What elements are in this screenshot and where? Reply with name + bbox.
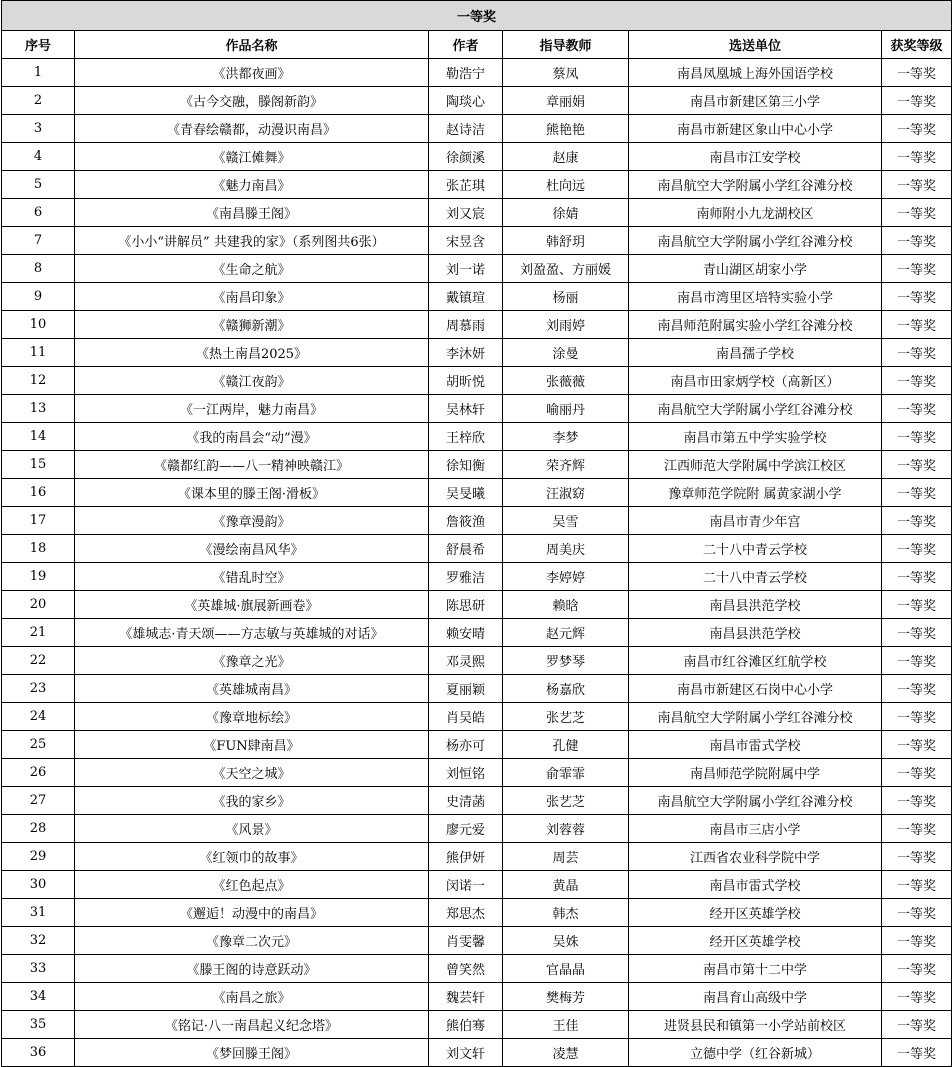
cell-index: 12: [2, 367, 75, 395]
cell-work-title: 《铭记·八一南昌起义纪念塔》: [75, 1011, 429, 1039]
table-row: [2, 59, 952, 87]
cell-teacher: 刘雨婷: [503, 311, 629, 339]
table-row: [2, 535, 952, 563]
cell-award-level: 一等奖: [882, 955, 952, 983]
table-row: [2, 283, 952, 311]
cell-index: 19: [2, 563, 75, 591]
cell-award-level: 一等奖: [882, 591, 952, 619]
header-author: 作者: [429, 31, 503, 59]
cell-school: 南昌孺子学校: [629, 339, 882, 367]
cell-author: 夏丽颖: [429, 675, 503, 703]
cell-teacher: 吴雪: [503, 507, 629, 535]
table-body: [2, 59, 952, 1067]
cell-work-title: 《小小“讲解员” 共建我的家》（系列图共6张）: [75, 227, 429, 255]
cell-work-title: 《FUN肆南昌》: [75, 731, 429, 759]
cell-school: 江西师范大学附属中学滨江校区: [629, 451, 882, 479]
cell-index: 29: [2, 843, 75, 871]
cell-school: 青山湖区胡家小学: [629, 255, 882, 283]
cell-award-level: 一等奖: [882, 843, 952, 871]
table-title-row: [2, 1, 952, 31]
cell-author: 廖元爱: [429, 815, 503, 843]
cell-teacher: 章丽娟: [503, 87, 629, 115]
cell-award-level: 一等奖: [882, 619, 952, 647]
cell-teacher: 汪淑窈: [503, 479, 629, 507]
cell-work-title: 《赣都红韵——八一精神映赣江》: [75, 451, 429, 479]
table-row: [2, 227, 952, 255]
cell-award-level: 一等奖: [882, 143, 952, 171]
table-header-row: [2, 31, 952, 59]
cell-index: 2: [2, 87, 75, 115]
cell-teacher: 徐婧: [503, 199, 629, 227]
table-row: [2, 367, 952, 395]
table-row: [2, 339, 952, 367]
cell-school: 南昌市青少年宫: [629, 507, 882, 535]
header-school: 选送单位: [629, 31, 882, 59]
cell-teacher: 张艺芝: [503, 787, 629, 815]
cell-school: 南昌市田家炳学校（高新区）: [629, 367, 882, 395]
cell-index: 21: [2, 619, 75, 647]
cell-teacher: 张艺芝: [503, 703, 629, 731]
cell-index: 1: [2, 59, 75, 87]
cell-work-title: 《风景》: [75, 815, 429, 843]
table-row: [2, 563, 952, 591]
table-row: [2, 759, 952, 787]
cell-author: 徐颜溪: [429, 143, 503, 171]
cell-work-title: 《我的南昌会“动”漫》: [75, 423, 429, 451]
cell-teacher: 熊艳艳: [503, 115, 629, 143]
cell-work-title: 《英雄城·旗展新画卷》: [75, 591, 429, 619]
cell-index: 20: [2, 591, 75, 619]
cell-school: 经开区英雄学校: [629, 927, 882, 955]
cell-school: 南师附小九龙湖校区: [629, 199, 882, 227]
cell-award-level: 一等奖: [882, 283, 952, 311]
cell-author: 熊伊妍: [429, 843, 503, 871]
cell-teacher: 蔡凤: [503, 59, 629, 87]
cell-school: 二十八中青云学校: [629, 563, 882, 591]
cell-school: 二十八中青云学校: [629, 535, 882, 563]
table-row: [2, 451, 952, 479]
cell-author: 周慕雨: [429, 311, 503, 339]
cell-school: 江西省农业科学院中学: [629, 843, 882, 871]
cell-index: 16: [2, 479, 75, 507]
cell-index: 14: [2, 423, 75, 451]
table-row: [2, 115, 952, 143]
cell-school: 南昌市新建区象山中心小学: [629, 115, 882, 143]
cell-teacher: 杨嘉欣: [503, 675, 629, 703]
cell-index: 3: [2, 115, 75, 143]
cell-award-level: 一等奖: [882, 1039, 952, 1067]
cell-award-level: 一等奖: [882, 395, 952, 423]
cell-index: 17: [2, 507, 75, 535]
cell-school: 南昌凤凰城上海外国语学校: [629, 59, 882, 87]
table-row: [2, 591, 952, 619]
cell-author: 戴镇瑄: [429, 283, 503, 311]
cell-award-level: 一等奖: [882, 367, 952, 395]
cell-author: 史清菡: [429, 787, 503, 815]
table-row: [2, 507, 952, 535]
cell-index: 18: [2, 535, 75, 563]
cell-teacher: 王佳: [503, 1011, 629, 1039]
cell-school: 南昌市第十二中学: [629, 955, 882, 983]
cell-author: 詹筱渔: [429, 507, 503, 535]
table-row: [2, 395, 952, 423]
cell-index: 4: [2, 143, 75, 171]
cell-author: 曾笑然: [429, 955, 503, 983]
cell-award-level: 一等奖: [882, 451, 952, 479]
cell-teacher: 赵元辉: [503, 619, 629, 647]
cell-award-level: 一等奖: [882, 115, 952, 143]
table-row: [2, 647, 952, 675]
cell-author: 肖吴皓: [429, 703, 503, 731]
cell-work-title: 《南昌之旅》: [75, 983, 429, 1011]
table-row: [2, 871, 952, 899]
cell-index: 7: [2, 227, 75, 255]
cell-award-level: 一等奖: [882, 647, 952, 675]
cell-author: 罗雅洁: [429, 563, 503, 591]
table-row: [2, 843, 952, 871]
cell-work-title: 《南昌滕王阁》: [75, 199, 429, 227]
cell-author: 郑思杰: [429, 899, 503, 927]
table-row: [2, 255, 952, 283]
cell-work-title: 《滕王阁的诗意跃动》: [75, 955, 429, 983]
cell-index: 36: [2, 1039, 75, 1067]
cell-teacher: 孔健: [503, 731, 629, 759]
cell-author: 吴林轩: [429, 395, 503, 423]
cell-award-level: 一等奖: [882, 59, 952, 87]
cell-teacher: 罗梦琴: [503, 647, 629, 675]
cell-work-title: 《天空之城》: [75, 759, 429, 787]
table-row: [2, 815, 952, 843]
cell-index: 25: [2, 731, 75, 759]
cell-author: 陈思研: [429, 591, 503, 619]
cell-school: 豫章师范学院附 属黄家湖小学: [629, 479, 882, 507]
cell-teacher: 韩舒玥: [503, 227, 629, 255]
table-row: [2, 1039, 952, 1067]
cell-work-title: 《豫章之光》: [75, 647, 429, 675]
cell-index: 23: [2, 675, 75, 703]
cell-work-title: 《赣狮新潮》: [75, 311, 429, 339]
cell-school: 南昌市新建区石岗中心小学: [629, 675, 882, 703]
cell-teacher: 凌慧: [503, 1039, 629, 1067]
cell-teacher: 周芸: [503, 843, 629, 871]
cell-school: 南昌市湾里区培特实验小学: [629, 283, 882, 311]
table-row: [2, 927, 952, 955]
cell-teacher: 喻丽丹: [503, 395, 629, 423]
cell-school: 南昌县洪范学校: [629, 591, 882, 619]
cell-award-level: 一等奖: [882, 563, 952, 591]
cell-work-title: 《红领巾的故事》: [75, 843, 429, 871]
cell-work-title: 《生命之航》: [75, 255, 429, 283]
cell-teacher: 杜向远: [503, 171, 629, 199]
cell-school: 南昌市红谷滩区红航学校: [629, 647, 882, 675]
table-row: [2, 899, 952, 927]
header-teacher: 指导教师: [503, 31, 629, 59]
cell-author: 熊伯骞: [429, 1011, 503, 1039]
cell-author: 勒浩宁: [429, 59, 503, 87]
awards-table: [1, 0, 952, 1067]
cell-award-level: 一等奖: [882, 815, 952, 843]
cell-school: 南昌育山高级中学: [629, 983, 882, 1011]
table-row: [2, 703, 952, 731]
cell-school: 立德中学（红谷新城）: [629, 1039, 882, 1067]
cell-author: 陶琰心: [429, 87, 503, 115]
cell-author: 肖雯馨: [429, 927, 503, 955]
cell-author: 杨亦可: [429, 731, 503, 759]
cell-school: 南昌航空大学附属小学红谷滩分校: [629, 787, 882, 815]
table-row: [2, 731, 952, 759]
cell-award-level: 一等奖: [882, 759, 952, 787]
cell-work-title: 《豫章二次元》: [75, 927, 429, 955]
cell-author: 王梓欣: [429, 423, 503, 451]
cell-teacher: 刘盈盈、方丽媛: [503, 255, 629, 283]
cell-teacher: 李婷婷: [503, 563, 629, 591]
cell-teacher: 官晶晶: [503, 955, 629, 983]
cell-award-level: 一等奖: [882, 507, 952, 535]
cell-award-level: 一等奖: [882, 171, 952, 199]
cell-work-title: 《我的家乡》: [75, 787, 429, 815]
table-row: [2, 619, 952, 647]
cell-index: 10: [2, 311, 75, 339]
cell-teacher: 刘蓉蓉: [503, 815, 629, 843]
cell-school: 南昌师范附属实验小学红谷滩分校: [629, 311, 882, 339]
cell-author: 魏芸轩: [429, 983, 503, 1011]
cell-author: 刘文轩: [429, 1039, 503, 1067]
cell-work-title: 《红色起点》: [75, 871, 429, 899]
cell-award-level: 一等奖: [882, 87, 952, 115]
cell-index: 8: [2, 255, 75, 283]
cell-index: 32: [2, 927, 75, 955]
cell-school: 南昌航空大学附属小学红谷滩分校: [629, 171, 882, 199]
cell-work-title: 《热土南昌2025》: [75, 339, 429, 367]
cell-author: 邓灵熙: [429, 647, 503, 675]
header-award-level: 获奖等级: [882, 31, 952, 59]
cell-teacher: 周美庆: [503, 535, 629, 563]
cell-index: 24: [2, 703, 75, 731]
cell-author: 赖安晴: [429, 619, 503, 647]
cell-work-title: 《魅力南昌》: [75, 171, 429, 199]
table-row: [2, 955, 952, 983]
cell-award-level: 一等奖: [882, 339, 952, 367]
cell-author: 赵诗洁: [429, 115, 503, 143]
cell-work-title: 《错乱时空》: [75, 563, 429, 591]
cell-school: 南昌市三店小学: [629, 815, 882, 843]
cell-school: 南昌市新建区第三小学: [629, 87, 882, 115]
cell-author: 吴旻曦: [429, 479, 503, 507]
cell-work-title: 《豫章地标绘》: [75, 703, 429, 731]
cell-award-level: 一等奖: [882, 311, 952, 339]
cell-teacher: 杨丽: [503, 283, 629, 311]
cell-work-title: 《古今交融，滕阁新韵》: [75, 87, 429, 115]
cell-teacher: 荣齐辉: [503, 451, 629, 479]
cell-school: 南昌师范学院附属中学: [629, 759, 882, 787]
cell-award-level: 一等奖: [882, 787, 952, 815]
cell-award-level: 一等奖: [882, 479, 952, 507]
header-index: 序号: [2, 31, 75, 59]
cell-award-level: 一等奖: [882, 535, 952, 563]
table-row: [2, 423, 952, 451]
table-row: [2, 199, 952, 227]
cell-award-level: 一等奖: [882, 199, 952, 227]
cell-teacher: 张薇薇: [503, 367, 629, 395]
cell-author: 闵诺一: [429, 871, 503, 899]
cell-teacher: 李梦: [503, 423, 629, 451]
cell-index: 22: [2, 647, 75, 675]
cell-author: 胡昕悦: [429, 367, 503, 395]
cell-school: 南昌市第五中学实验学校: [629, 423, 882, 451]
cell-work-title: 《课本里的滕王阁·滑板》: [75, 479, 429, 507]
cell-school: 南昌航空大学附属小学红谷滩分校: [629, 703, 882, 731]
cell-index: 15: [2, 451, 75, 479]
cell-work-title: 《漫绘南昌风华》: [75, 535, 429, 563]
cell-school: 南昌航空大学附属小学红谷滩分校: [629, 227, 882, 255]
cell-author: 刘恒铭: [429, 759, 503, 787]
cell-work-title: 《赣江傩舞》: [75, 143, 429, 171]
cell-work-title: 《青春绘赣都，动漫识南昌》: [75, 115, 429, 143]
table-row: [2, 87, 952, 115]
table-title: 一等奖: [2, 1, 952, 31]
table-row: [2, 311, 952, 339]
cell-school: 进贤县民和镇第一小学站前校区: [629, 1011, 882, 1039]
cell-award-level: 一等奖: [882, 871, 952, 899]
cell-author: 李沐妍: [429, 339, 503, 367]
cell-author: 宋昱含: [429, 227, 503, 255]
cell-teacher: 赖晗: [503, 591, 629, 619]
cell-author: 刘一诺: [429, 255, 503, 283]
cell-school: 南昌县洪范学校: [629, 619, 882, 647]
cell-index: 30: [2, 871, 75, 899]
table-row: [2, 983, 952, 1011]
cell-work-title: 《一江两岸，魅力南昌》: [75, 395, 429, 423]
cell-award-level: 一等奖: [882, 899, 952, 927]
cell-index: 33: [2, 955, 75, 983]
cell-work-title: 《赣江夜韵》: [75, 367, 429, 395]
cell-award-level: 一等奖: [882, 227, 952, 255]
table-row: [2, 675, 952, 703]
cell-index: 34: [2, 983, 75, 1011]
table-row: [2, 787, 952, 815]
cell-index: 6: [2, 199, 75, 227]
cell-index: 28: [2, 815, 75, 843]
cell-school: 南昌市雷式学校: [629, 871, 882, 899]
cell-award-level: 一等奖: [882, 675, 952, 703]
cell-index: 5: [2, 171, 75, 199]
cell-teacher: 黄晶: [503, 871, 629, 899]
header-work-title: 作品名称: [75, 31, 429, 59]
table-row: [2, 143, 952, 171]
cell-award-level: 一等奖: [882, 255, 952, 283]
cell-teacher: 赵康: [503, 143, 629, 171]
cell-work-title: 《雄城志·青天颂——方志敏与英雄城的对话》: [75, 619, 429, 647]
cell-work-title: 《邂逅！动漫中的南昌》: [75, 899, 429, 927]
cell-author: 舒晨希: [429, 535, 503, 563]
cell-work-title: 《洪都夜画》: [75, 59, 429, 87]
cell-teacher: 俞霏霏: [503, 759, 629, 787]
cell-index: 9: [2, 283, 75, 311]
cell-award-level: 一等奖: [882, 423, 952, 451]
cell-work-title: 《英雄城南昌》: [75, 675, 429, 703]
cell-award-level: 一等奖: [882, 1011, 952, 1039]
cell-index: 26: [2, 759, 75, 787]
cell-teacher: 韩杰: [503, 899, 629, 927]
cell-award-level: 一等奖: [882, 927, 952, 955]
table-row: [2, 171, 952, 199]
cell-school: 南昌市江安学校: [629, 143, 882, 171]
cell-index: 31: [2, 899, 75, 927]
cell-school: 经开区英雄学校: [629, 899, 882, 927]
cell-author: 张芷琪: [429, 171, 503, 199]
cell-work-title: 《梦回滕王阁》: [75, 1039, 429, 1067]
cell-school: 南昌市雷式学校: [629, 731, 882, 759]
cell-author: 徐知衡: [429, 451, 503, 479]
cell-work-title: 《豫章漫韵》: [75, 507, 429, 535]
cell-school: 南昌航空大学附属小学红谷滩分校: [629, 395, 882, 423]
cell-teacher: 吴姝: [503, 927, 629, 955]
cell-index: 35: [2, 1011, 75, 1039]
cell-teacher: 涂曼: [503, 339, 629, 367]
cell-award-level: 一等奖: [882, 703, 952, 731]
table-row: [2, 1011, 952, 1039]
table-row: [2, 479, 952, 507]
cell-teacher: 樊梅芳: [503, 983, 629, 1011]
cell-index: 27: [2, 787, 75, 815]
cell-award-level: 一等奖: [882, 983, 952, 1011]
cell-award-level: 一等奖: [882, 731, 952, 759]
cell-index: 11: [2, 339, 75, 367]
cell-index: 13: [2, 395, 75, 423]
cell-work-title: 《南昌印象》: [75, 283, 429, 311]
cell-author: 刘又宸: [429, 199, 503, 227]
